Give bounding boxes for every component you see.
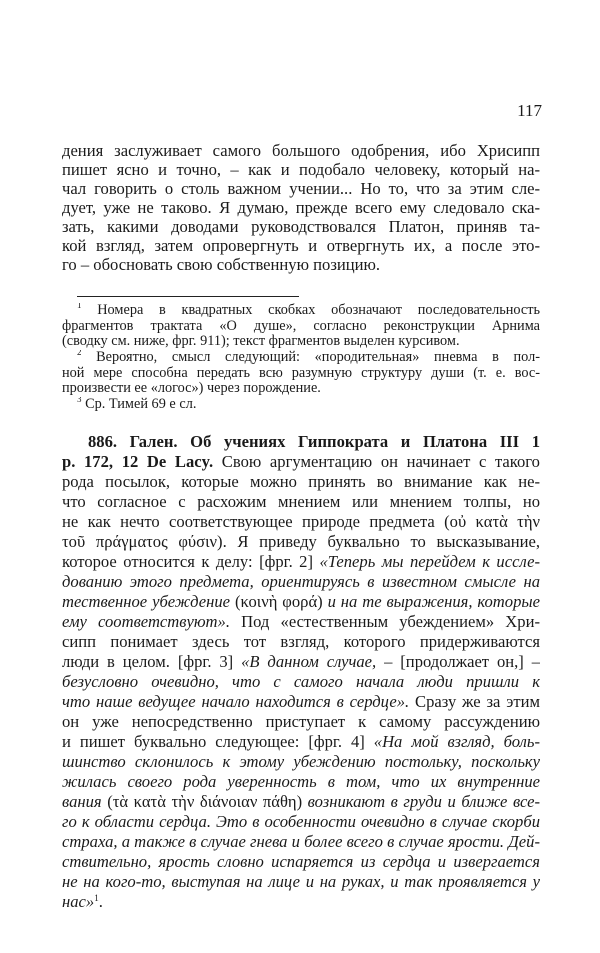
paragraph-line	[62, 160, 540, 179]
text-run: тественное убеждение	[62, 592, 235, 611]
paragraph-line	[62, 141, 540, 160]
footnotes	[62, 303, 540, 413]
text-run: «Теперь мы перейдем к иссле-	[319, 552, 540, 571]
text-run: го к области сердца. Это в особенности очевидно в случае скорби	[62, 812, 540, 831]
fragment-line	[62, 512, 540, 532]
text-run: ствительно, ярость словно испаряется из сердца и извергается	[62, 852, 540, 871]
fragment-line	[62, 872, 540, 892]
footnote-marker: 2	[77, 350, 82, 358]
fragment-line	[62, 572, 540, 592]
text-run: (τὰ κατὰ τὴν διάνοιαν πάθη)	[107, 792, 303, 811]
text-run: Ср. Тимей 69 е сл.	[81, 397, 197, 413]
paragraph-line	[62, 217, 540, 236]
fragment-line	[62, 532, 540, 552]
text-run: страха, а также в случае гнева и более всего в случае ярости. Дей-	[62, 832, 540, 851]
text-run: дованию этого предмета, ориентируясь в известном смысле на	[62, 572, 540, 591]
footnote-line	[62, 319, 540, 335]
text-run: чал говорить о столь важном учении... Но то, что за этим сле-	[62, 179, 540, 198]
text-run: 886. Гален. Об учениях Гиппократа и Платона III 1	[88, 432, 540, 451]
fragment-line	[62, 852, 540, 872]
text-run: Под «естественным убеждением» Хри-	[229, 612, 540, 631]
text-run: τοῦ πράγματος φύσιν). Я приведу буквально то высказывание,	[62, 532, 540, 551]
footnote-separator	[77, 296, 299, 297]
text-run: кой взгляд, затем опровергнуть и отвергнуть их, а после это-	[62, 236, 540, 255]
fragment-line	[62, 652, 540, 672]
fragment-line	[62, 832, 540, 852]
fragment-line	[62, 712, 540, 732]
fragment-line	[62, 732, 540, 752]
text-run: возникают в груди и ближе все-	[302, 792, 540, 811]
text-run: ной мере способна передать всю разумную структуру души (т. е. вос-	[62, 365, 540, 381]
fragment-line	[62, 772, 540, 792]
text-run: не на кого-то, выступая на лице и на руках, и так проявляется у	[62, 872, 540, 891]
text-run: .	[98, 892, 103, 911]
text-run: Свою аргументацию он начинает с такого	[213, 452, 540, 471]
footnote-line	[62, 381, 540, 397]
text-run: фрагментов трактата «О душе», согласно реконструкции Арнима	[62, 318, 540, 334]
fragment-line	[62, 892, 540, 912]
text-run: зать, какими доводами руководствовался Платон, приняв та-	[62, 217, 540, 236]
text-run: люди в целом. [фрг. 3]	[62, 652, 242, 671]
fragment-line	[62, 472, 540, 492]
text-run: безусловно очевидно, что с самого начала люди пришли к	[62, 672, 540, 691]
text-run: рода посылок, которые можно принять во внимание как не-	[62, 472, 540, 491]
text-run: что наше ведущее начало находится в сердце».	[62, 692, 410, 711]
continued-paragraph	[62, 141, 540, 274]
text-run: шинство склонилось к этому убеждению постольку, поскольку	[62, 752, 540, 771]
fragment-line	[62, 632, 540, 652]
text-run: и пишет буквально следующее: [фрг. 4]	[62, 732, 374, 751]
fragment-line	[62, 432, 540, 452]
fragment-line	[62, 792, 540, 812]
text-run: что согласное с расхожим мнением или мнением толпы, но	[62, 492, 540, 511]
paragraph-line	[62, 255, 540, 274]
text-run: не как нечто соответствующее природе предмета (οὐ κατὰ τὴν	[62, 512, 540, 531]
text-run: го – обосновать свою собственную позицию.	[62, 255, 381, 274]
text-run: произвести ее «логос») через порождение.	[62, 381, 321, 397]
footnote-line	[62, 303, 540, 319]
footnote-line	[62, 397, 540, 413]
text-run: «В данном случае,	[241, 652, 377, 671]
text-run: дения заслуживает самого большого одобрения, ибо Хрисипп	[62, 141, 540, 160]
fragment-line	[62, 452, 540, 472]
text-run: p. 172, 12 De Lacy.	[62, 452, 214, 471]
fragment-line	[62, 692, 540, 712]
text-run: (сводку см. ниже, фрг. 911); текст фрагментов выделен курсивом.	[62, 334, 460, 350]
text-run: сипп понимает здесь тот взгляд, которого придерживаются	[62, 632, 540, 651]
text-run: Сразу же за этим	[409, 692, 540, 711]
footnote-line	[62, 334, 540, 350]
page-number: 117	[517, 101, 542, 120]
text-run: ему соответствуют».	[62, 612, 230, 631]
footnote-line	[62, 366, 540, 382]
text-run: Номера в квадратных скобках обозначают последовательность	[81, 303, 540, 318]
paragraph-line	[62, 179, 540, 198]
text-run: Вероятно, смысл следующий: «породительная» пневма в пол-	[81, 350, 540, 366]
text-run: нас»	[62, 892, 95, 911]
footnote-marker: 1	[94, 893, 99, 903]
text-run: пишет ясно и точно, – как и подобало человеку, который на-	[62, 160, 540, 179]
fragment-line	[62, 812, 540, 832]
fragment-line	[62, 552, 540, 572]
fragment-886	[62, 432, 540, 912]
paragraph-line	[62, 236, 540, 255]
paragraph-line	[62, 198, 540, 217]
text-run: которое относится к делу: [фрг. 2]	[62, 552, 320, 571]
text-run: жилась своего рода уверенность в том, что их внутренние	[62, 772, 540, 791]
footnote-marker: 1	[77, 303, 82, 310]
text-run: – [продолжает он,] –	[376, 652, 540, 671]
footnote-line	[62, 350, 540, 366]
text-run: он уже непосредственно приступает к самому рассуждению	[62, 712, 540, 731]
fragment-line	[62, 612, 540, 632]
fragment-line	[62, 592, 540, 612]
text-run: вания	[62, 792, 108, 811]
text-run: «На мой взгляд, боль-	[373, 732, 540, 751]
fragment-line	[62, 752, 540, 772]
footnote-marker: 3	[77, 397, 82, 405]
fragment-line	[62, 672, 540, 692]
text-run: дует, уже не таково. Я думаю, прежде всего ему следовало ска-	[62, 198, 540, 217]
fragment-line	[62, 492, 540, 512]
text-run: и на те выражения, которые	[322, 592, 540, 611]
text-run: (κοινὴ φορά)	[234, 592, 323, 611]
